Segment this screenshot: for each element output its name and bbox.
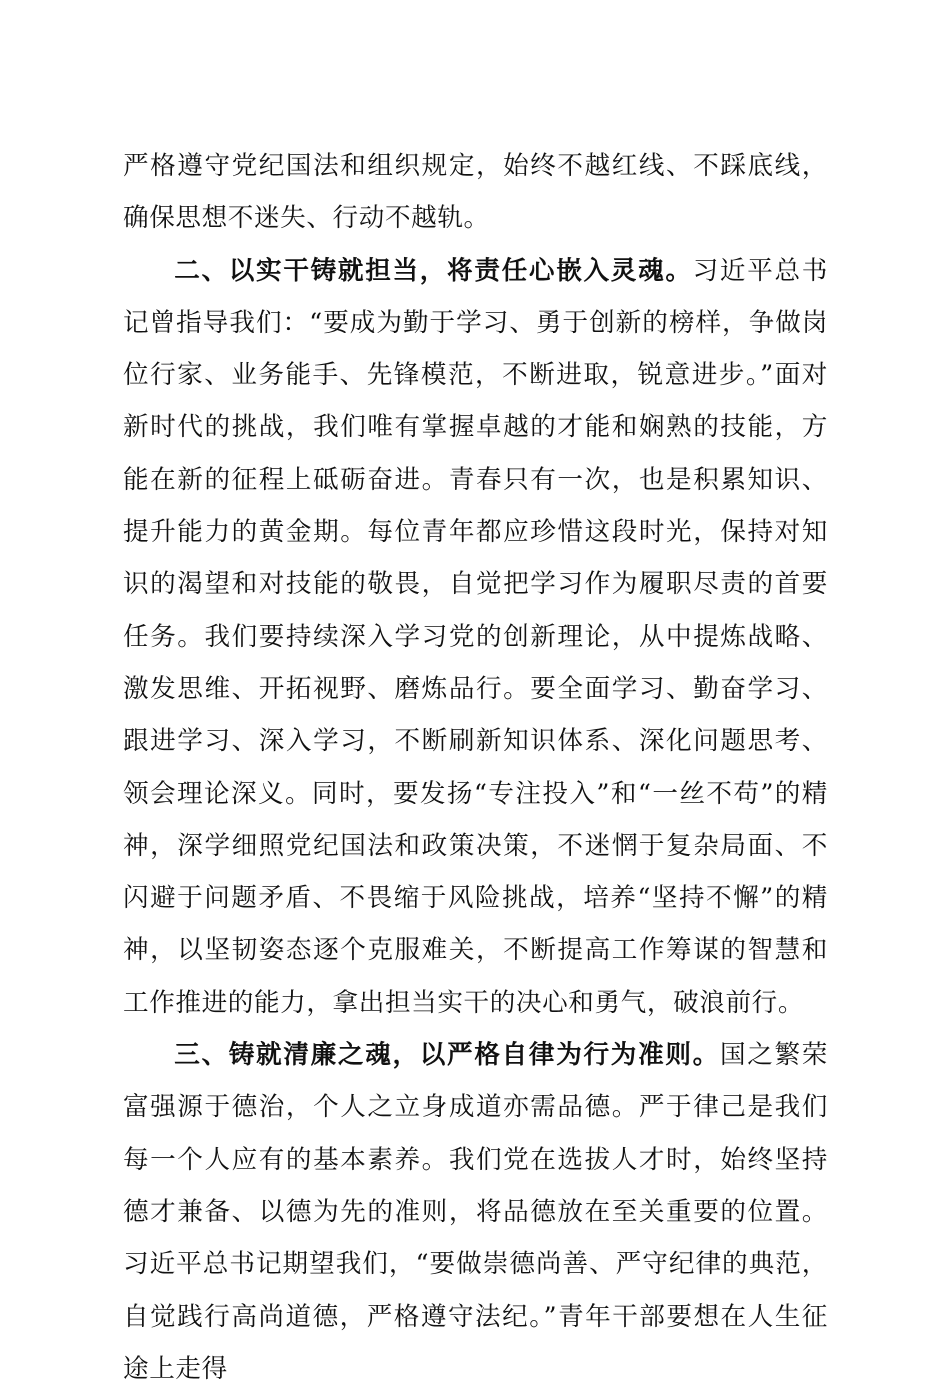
paragraph-continuation [123,140,828,245]
section-three-body: 国之繁荣富强源于德治，个人之立身成道亦需品德。严于律己是我们每一个人应有的基本素养。我们党在选拔人才时，始终坚持德才兼备、以德为先的准则，将品德放在至关重要的位置。习近平总书记期望我们，“要做崇德尚善、严守纪律的典范，自觉践行高尚道德，严格遵守法纪。”青年干部要想在人生征途上走得 [123,1040,828,1384]
section-two-body: 习近平总书记曾指导我们：“要成为勤于学习、勇于创新的榜样，争做岗位行家、业务能手、先锋模范，不断进取，锐意进步。”面对新时代的挑战，我们唯有掌握卓越的才能和娴熟的技能，方能在新的征程上砥砺奋进。青春只有一次，也是积累知识、提升能力的黄金期。每位青年都应珍惜这段时光，保持对知识的渴望和对技能的敬畏，自觉把学习作为履职尽责的首要任务。我们要持续深入学习党的创新理论，从中提炼战略、激发思维、开拓视野、磨炼品行。要全面学习、勤奋学习、跟进学习、深入学习，不断刷新知识体系、深化问题思考、领会理论深义。同时，要发扬“专注投入”和“一丝不苟”的精神，深学细照党纪国法和政策决策，不迷惘于复杂局面、不闪避于问题矛盾、不畏缩于风险挑战，培养“坚持不懈”的精神，以坚韧姿态逐个克服难关，不断提高工作筹谋的智慧和工作推进的能力，拿出担当实干的决心和勇气，破浪前行。 [123,255,828,1018]
paragraph-body: 严格遵守党纪国法和组织规定，始终不越红线、不踩底线，确保思想不迷失、行动不越轨。 [123,151,828,234]
section-two-heading: 二、以实干铸就担当，将责任心嵌入灵魂。 [174,255,693,286]
paragraph-section-two [123,245,828,1029]
section-three-heading: 三、铸就清廉之魂，以严格自律为行为准则。 [174,1040,720,1071]
paragraph-section-three [123,1029,828,1395]
document-body [123,140,828,1395]
